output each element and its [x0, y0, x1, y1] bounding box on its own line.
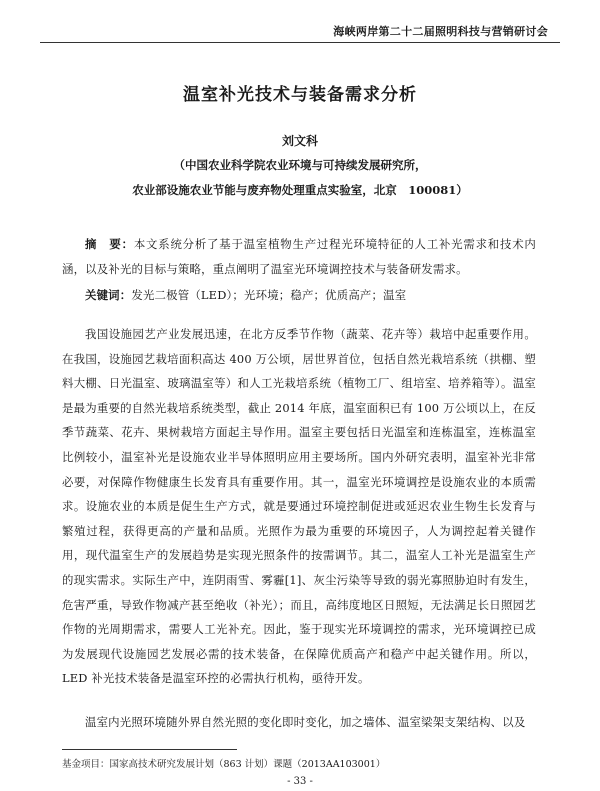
abstract-text: 本文系统分析了基于温室植物生产过程光环境特征的人工补光需求和技术内涵，以及补光的目标与策略，重点阐明了温室光环境调控技术与装备研发需求。 [62, 237, 536, 276]
page-number: - 33 - [287, 776, 313, 787]
body-paragraph-1: 我国设施园艺产业发展迅速，在北方反季节作物（蔬菜、花卉等）栽培中起重要作用。在我国，设施园艺栽培面积高达 400 万公顷，居世界首位，包括自然光栽培系统（拱棚、塑料大棚、日光温室、玻璃温室等）和人工光栽培系统（植物工厂、组培室、培养箱等）。温室是最为重要的自然光栽培系统类型，截止 2014 年底，温室面积已有 100 万公顷以上，在反季节蔬菜、花卉、果树栽培方面起主导作用。温室主要包括日光温室和连栋温室，连栋温室比例较小，温室补光是设施农业半导体照明应用主要场所。国内外研究表明，温室补光非常必要，对保障作物健康生长发育具有重要作用。其一，温室光环境调控是设施农业的本质需求。设施农业的本质是促生生产方式，就是要通过环境控制促进或延迟农业生物生长发育与繁殖过程，获得更高的产量和品质。光照作为最为重要的环境因子，人为调控起着关键作用，现代温室生产的发展趋势是实现光照条件的按需调节。其二，温室人工补光是温室生产的现实需求。实际生产中，连阴雨雪、雾霾[1]、灰尘污染等导致的弱光寡照胁迫时有发生，危害严重，导致作物减产甚至绝收（补光）；而且，高纬度地区日照短，无法满足长日照园艺作物的光周期需求，需要人工光补充。因此，鉴于现实光环境调控的需求，光环境调控已成为发展现代设施园艺发展必需的技术装备，在保障优质高产和稳产中起关键作用。所以，LED 补光技术装备是温室环控的必需执行机构，亟待开发。 [62, 327, 536, 686]
body-paragraph-2: 温室内光照环境随外界自然光照的变化即时变化，加之墙体、温室梁架支架结构、以及 [85, 715, 526, 729]
running-head: 海峡两岸第二十二届照明科技与营销研讨会 [333, 25, 548, 38]
footnote-rule [62, 749, 237, 750]
keywords-label: 关键词： [85, 288, 132, 302]
keywords [62, 283, 536, 308]
abstract-label: 摘 要： [85, 237, 134, 251]
affiliation-line-1: （中国农业科学院农业环境与可持续发展研究所， [173, 158, 427, 172]
author: 刘文科 [281, 134, 318, 148]
abstract [62, 232, 536, 281]
header-rule [40, 42, 560, 43]
paper-title: 温室补光技术与装备需求分析 [183, 85, 417, 105]
keywords-text: 发光二极管（LED）；光环境；稳产；优质高产；温室 [131, 288, 407, 302]
footnote: 基金项目：国家高技术研究发展计划（863 计划）课题（2013AA103001） [62, 759, 386, 770]
affiliation-line-2: 农业部设施农业节能与废弃物处理重点实验室，北京 100081） [132, 183, 468, 197]
